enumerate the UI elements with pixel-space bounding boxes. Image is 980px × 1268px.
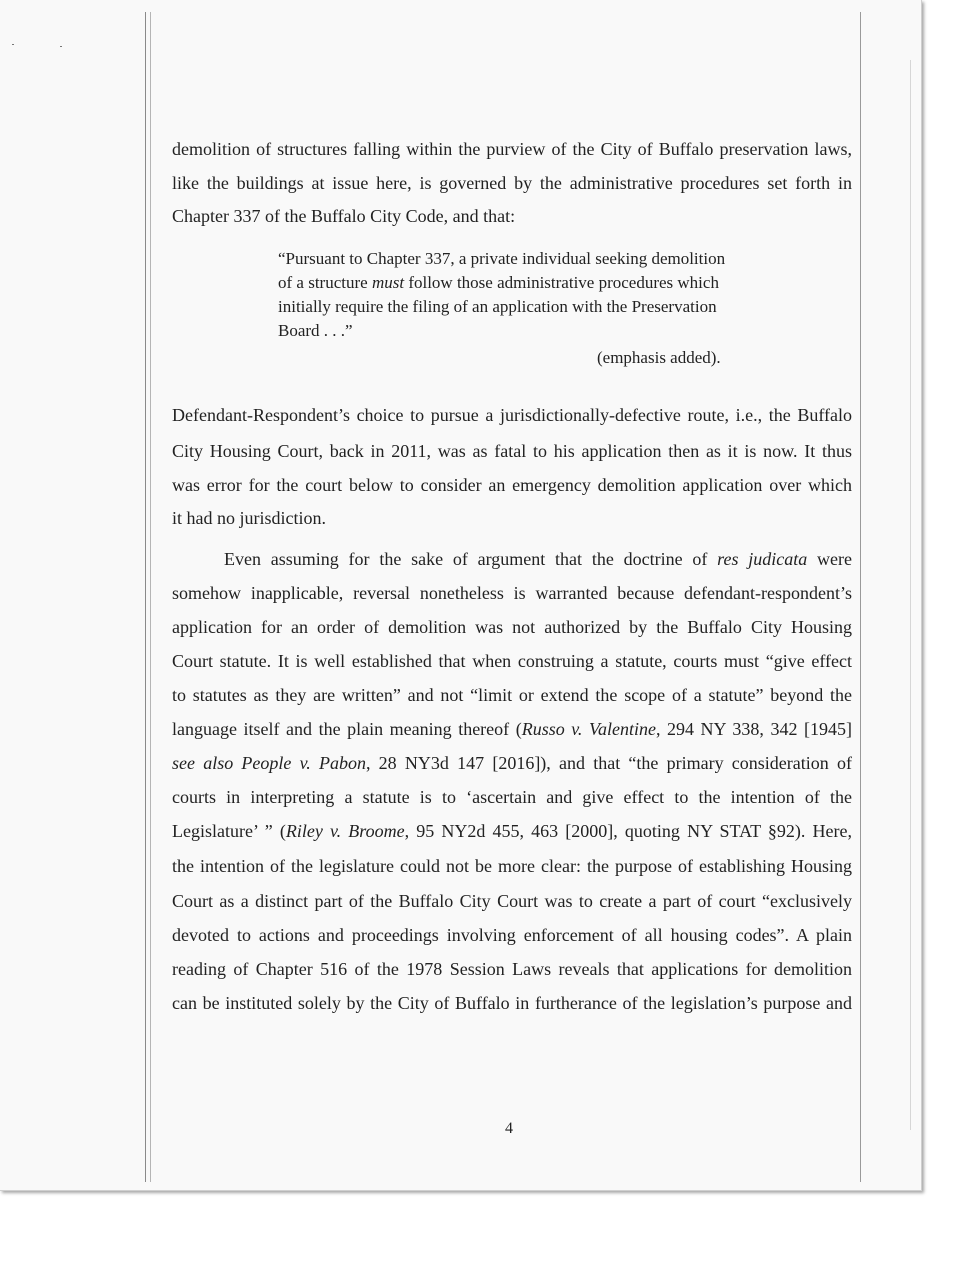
emphasis-note: (emphasis added). (597, 348, 721, 367)
case-citation: see also People v. Pabon (172, 753, 366, 773)
body-line: demolition of structures falling within the purview of the City of Buffalo preservation laws, (172, 139, 852, 159)
body-line: was error for the court below to consider an emergency demolition application over which (172, 475, 852, 495)
body-line: somehow inapplicable, reversal nonetheless is warranted because defendant-respondent’s (172, 583, 852, 603)
block-quote-line: of a structure must follow those administrative procedures which (278, 273, 719, 292)
body-line: application for an order of demolition was not authorized by the Buffalo City Housing (172, 617, 852, 637)
page-number: 4 (505, 1120, 513, 1137)
right-margin-rule (860, 12, 861, 1182)
body-line: Defendant-Respondent’s choice to pursue a jurisdictionally-defective route, i.e., the Buffalo (172, 405, 852, 425)
body-line: to statutes as they are written” and not “limit or extend the scope of a statute” beyond the (172, 685, 852, 705)
body-line: devoted to actions and proceedings involving enforcement of all housing codes”. A plain (172, 925, 852, 945)
right-edge-rule (910, 60, 911, 1130)
body-line: Court as a distinct part of the Buffalo City Court was to create a part of court “exclusively (172, 891, 852, 911)
body-line: see also People v. Pabon, 28 NY3d 147 [2016]), and that “the primary consideration of (172, 753, 852, 773)
left-margin-rule (145, 12, 146, 1182)
body-line: Court statute. It is well established that when construing a statute, courts must “give effect (172, 651, 852, 671)
block-quote-line: initially require the filing of an application with the Preservation (278, 297, 717, 316)
body-line: reading of Chapter 516 of the 1978 Session Laws reveals that applications for demolition (172, 959, 852, 979)
case-citation: Russo v. Valentine (521, 719, 656, 739)
body-line: it had no jurisdiction. (172, 508, 326, 528)
body-line: can be instituted solely by the City of Buffalo in furtherance of the legislation’s purpose and (172, 993, 852, 1013)
block-quote-line: Board . . .” (278, 321, 353, 340)
left-margin-rule-inner (150, 12, 151, 1182)
case-citation: Riley v. Broome (285, 821, 405, 841)
case-term: res judicata (717, 549, 808, 569)
body-line: language itself and the plain meaning thereof (Russo v. Valentine, 294 NY 338, 342 [1945] (172, 719, 852, 739)
body-line: Chapter 337 of the Buffalo City Code, and that: (172, 206, 516, 226)
body-line: courts in interpreting a statute is to ‘ascertain and give effect to the intention of the (172, 787, 852, 807)
body-line: like the buildings at issue here, is governed by the administrative procedures set forth in (172, 173, 852, 193)
scan-speck (60, 46, 62, 47)
scan-speck (12, 44, 14, 45)
body-line: City Housing Court, back in 2011, was as fatal to his application then as it is now. It thus (172, 441, 852, 461)
block-quote-line: “Pursuant to Chapter 337, a private individual seeking demolition (278, 249, 726, 268)
body-line: Legislature’ ” (Riley v. Broome, 95 NY2d 455, 463 [2000], quoting NY STAT §92). Here, (172, 821, 853, 841)
body-line: Even assuming for the sake of argument that the doctrine of res judicata were (224, 549, 852, 569)
emphasis-text: must (371, 273, 405, 292)
body-line: the intention of the legislature could not be more clear: the purpose of establishing Housing (172, 856, 852, 876)
